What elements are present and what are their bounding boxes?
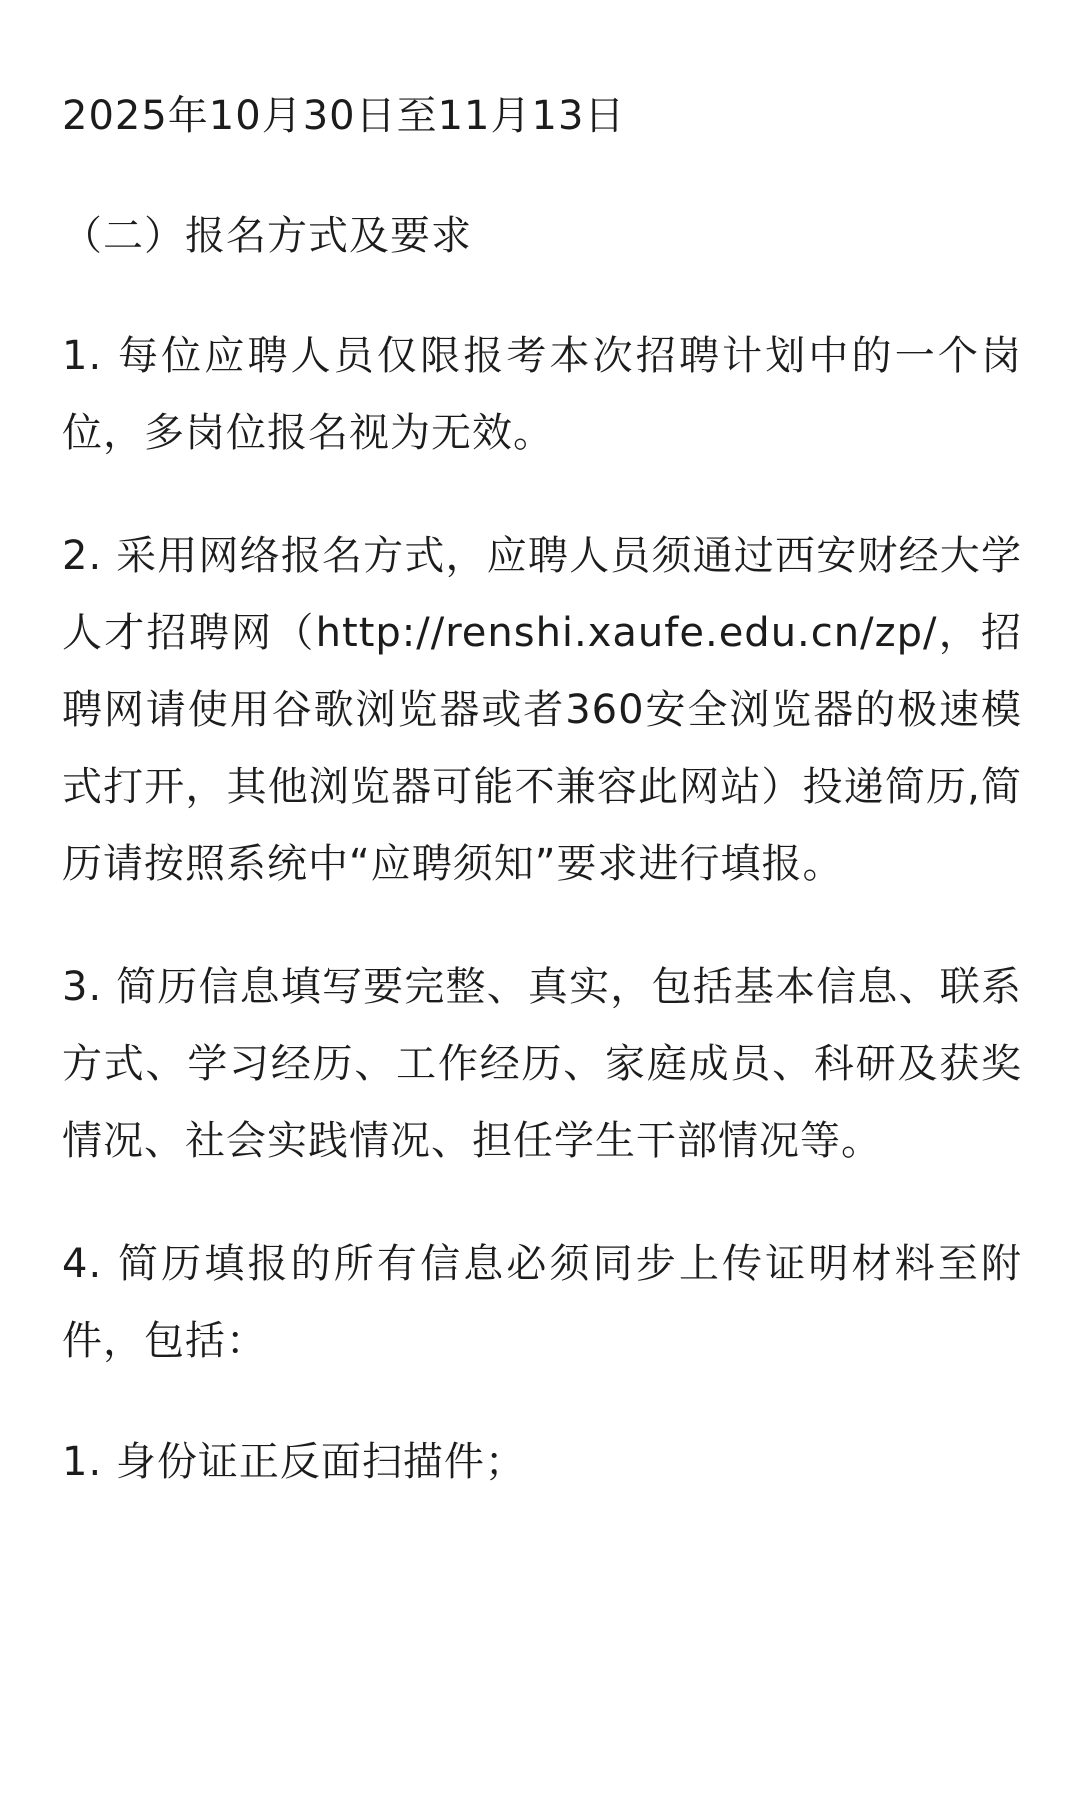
date-range: 2025年10月30日至11月13日 [62, 93, 626, 139]
article-body [62, 78, 1022, 1501]
requirement-item-2: 2. 采用网络报名方式，应聘人员须通过西安财经大学人才招聘网（http://renshi.xaufe.edu.cn/zp/，招聘网请使用谷歌浏览器或者360安全浏览器的极速模式打开，其他浏览器可能不兼容此网站）投递简历,简历请按照系统中“应聘须知”要求进行填报。 [62, 533, 1022, 887]
requirement-item-1: 1. 每位应聘人员仅限报考本次招聘计划中的一个岗位，多岗位报名视为无效。 [62, 333, 1022, 456]
requirement-item-3: 3. 简历信息填写要完整、真实，包括基本信息、联系方式、学习经历、工作经历、家庭成员、科研及获奖情况、社会实践情况、担任学生干部情况等。 [62, 964, 1022, 1164]
section-heading: （二）报名方式及要求 [62, 213, 472, 259]
requirement-item-4: 4. 简历填报的所有信息必须同步上传证明材料至附件，包括： [62, 1241, 1022, 1364]
attachment-sub-item-1: 1. 身份证正反面扫描件； [62, 1439, 526, 1485]
